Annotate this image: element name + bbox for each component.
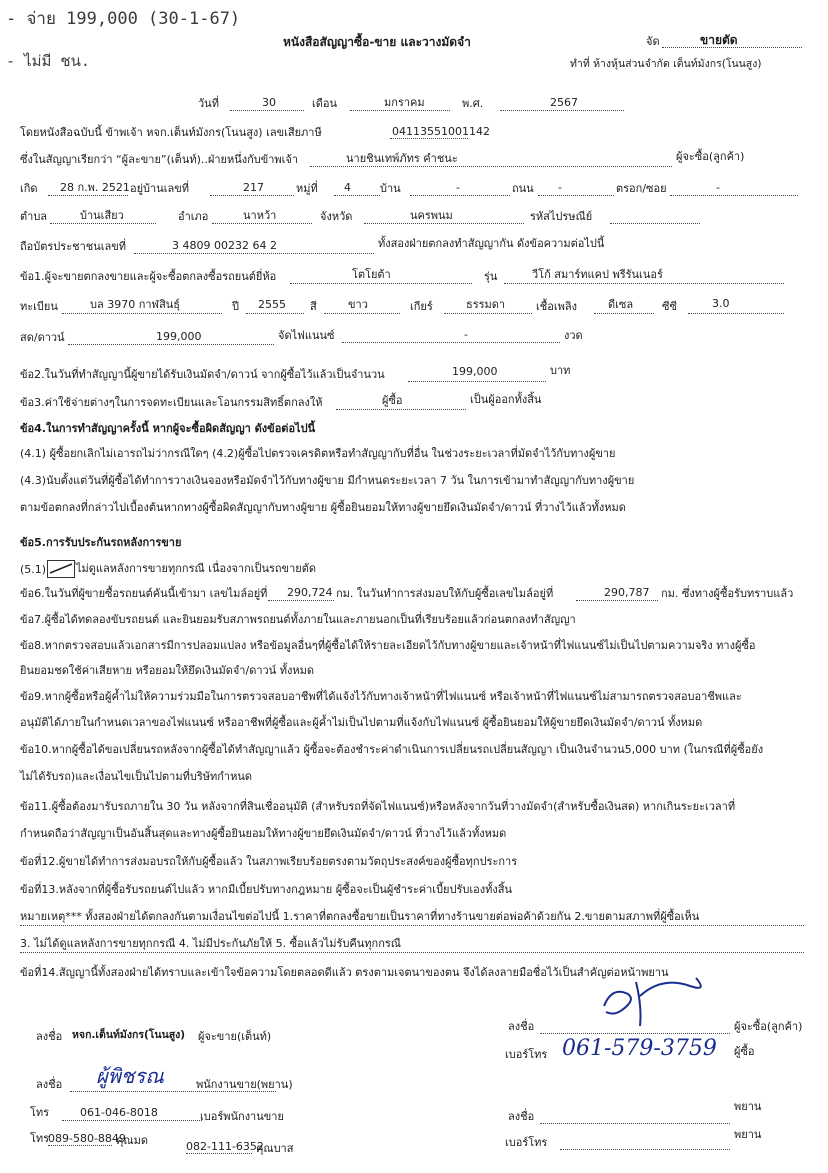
clause4-p1: (4.1) ผู้ซื้อยกเลิกไม่เอารถไม่ว่ากรณีใดๆ (4.2)ผู้ซื้อไปตรวจเครดิตหรือทำสัญญากับที่อื่น ในช่วงระยะเวลาที่มัดจำไว้กับทางผู้ขาย	[20, 447, 616, 460]
seller-name: หจก.เต็นท์มังกร(โนนสูง)	[72, 1029, 186, 1041]
soi-label: ตรอก/ซอย	[616, 182, 667, 195]
cash-value: 199,000	[156, 330, 202, 343]
staff-tel-role: เบอร์พนักงานขาย	[200, 1110, 284, 1123]
moo-label: หมู่ที่	[296, 182, 318, 195]
tambon-value: บ้านเสียว	[80, 209, 124, 222]
year-label: พ.ศ.	[462, 97, 484, 110]
village-line	[410, 195, 510, 196]
brand-line	[290, 283, 472, 284]
color-label: สี	[310, 300, 317, 313]
buyer-name-line	[310, 166, 672, 167]
witness-label: พยาน	[734, 1100, 762, 1113]
finance-label: จัดไฟแนนซ์	[278, 329, 335, 342]
model-label: รุ่น	[484, 270, 498, 283]
clause12-text: ข้อที่12.ผู้ขายได้ทำการส่งมอบรถให้กับผู้ซื้อแล้ว ในสภาพเรียบร้อยตรงตามวัตถุประสงค์ของผู้ซื้อทุกประการ	[20, 855, 518, 868]
postcode-line	[610, 223, 700, 224]
reg-line	[62, 313, 222, 314]
clause6-text-3: กม. ซึ่งทางผู้ซื้อรับทราบแล้ว	[661, 587, 794, 600]
tax-id-line	[390, 138, 468, 139]
handwritten-payment-note: - จ่าย 199,000 (30-1-67)	[6, 9, 241, 29]
checkmark-icon	[48, 561, 74, 577]
tax-id-value: 04113551001142	[392, 125, 490, 138]
handwritten-note-2: - ไม่มี ชน.	[6, 52, 90, 70]
clause3-text: ข้อ3.ค่าใช้จ่ายต่างๆในการจดทะเบียนและโอนกรรมสิทธิ์ตกลงให้	[20, 396, 323, 409]
clause1-text: ข้อ1.ผู้จะขายตกลงขายและผู้จะซื้อตกลงซื้อรถยนต์ยี่ห้อ	[20, 270, 277, 283]
gear-label: เกียร์	[410, 300, 433, 313]
staff-tel-value: 061-046-8018	[80, 1106, 158, 1119]
year-car-label: ปี	[232, 300, 239, 313]
installment-label: งวด	[564, 329, 583, 342]
color-value: ขาว	[348, 298, 368, 311]
remark-line1: หมายเหตุ*** ทั้งสองฝ่ายได้ตกลงกันตามเงื่อนไขต่อไปนี้ 1.ราคาที่ตกลงซื้อขายเป็นราคาที่ทางร้านขายต่อพ่อค้าด้วยกัน 2.ขายตามสภาพที่ผู้ซื้อเห็น	[20, 910, 700, 923]
clause6-text-2: กม. ในวันทำการส่งมอบให้กับผู้ซื้อเลขไมล์อยู่ที่	[336, 587, 554, 600]
cc-label: ซีซี	[662, 300, 677, 313]
buyer-sign-line	[540, 1033, 730, 1034]
buyer-role-label: ผู้จะซื้อ(ลูกค้า)	[676, 150, 745, 163]
deposit-unit: บาท	[550, 364, 571, 377]
checkbox	[47, 560, 75, 578]
deposit-value: 199,000	[452, 365, 498, 378]
place-label: ทำที่ ห้างหุ้นส่วนจำกัด เต็นท์มังกร(โนนสูง)	[570, 58, 762, 70]
staff-signature: ผู้พิชรณ	[96, 1064, 164, 1088]
remark-line2: 3. ไม่ได้ดูแลหลังการขายทุกกรณี 4. ไม่มีประกันภัยให้ 5. ซื้อแล้วไม่รับคืนทุกกรณี	[20, 937, 401, 950]
clause5-title: ข้อ5.การรับประกันรถหลังการขาย	[20, 536, 182, 549]
mile-in-value: 290,724	[287, 586, 333, 599]
sale-type-value: ขายตัด	[700, 33, 738, 47]
intro-text-2: ซึ่งในสัญญาเรียกว่า “ผู้ละขาย”(เต็นท์)..ฝ่ายหนึ่งกับข้าพเจ้า	[20, 153, 299, 166]
staff-tel-line	[62, 1120, 202, 1121]
clause6-text: ข้อ6.ในวันที่ผู้ขายซื้อรถยนต์คันนี้เข้ามา เลขไมล์อยู่ที่	[20, 587, 268, 600]
seller-sign-label: ลงชื่อ	[36, 1030, 63, 1043]
mile-out-line	[576, 600, 658, 601]
clause8-line2: ยินยอมชดใช้ค่าเสียหาย หรือยอมให้ยึดเงินมัดจำ/ดาวน์ ทั้งหมด	[20, 664, 314, 677]
buyer-signature	[592, 966, 722, 1038]
moo-line	[334, 195, 380, 196]
tel2-line	[186, 1153, 252, 1154]
reg-value: บล 3970 กาฬสินธุ์	[90, 298, 181, 311]
buyer-phone-label: เบอร์โทร	[505, 1048, 548, 1061]
tel1-name: คุณมด	[116, 1134, 148, 1147]
clause3-tail: เป็นผู้ออกทั้งสิ้น	[470, 393, 542, 406]
province-label: จังหวัด	[320, 210, 353, 223]
clause2-text: ข้อ2.ในวันที่ทำสัญญานี้ผู้ขายได้รับเงินมัดจำ/ดาวน์ จากผู้ซื้อไว้แล้วเป็นจำนวน	[20, 368, 385, 381]
payer-line	[336, 409, 466, 410]
clause4-p3: ตามข้อตกลงที่กล่าวไปเบื้องต้นหากทางผู้ซื้อผิดสัญญากับทางผู้ขาย ผู้ซื้อยินยอมให้ทางผู้ขายยึดเงินมัดจำ/ดาวน์ ที่วางไว้แล้วทั้งหมด	[20, 501, 626, 514]
amphoe-label: อำเภอ	[178, 210, 209, 223]
payer-value: ผู้ซื้อ	[382, 394, 403, 407]
id-value: 3 4809 00232 64 2	[172, 239, 277, 252]
clause8-line1: ข้อ8.หากตรวจสอบแล้วเอกสารมีการปลอมแปลง หรือข้อมูลอื่นๆที่ผู้ซื้อได้ให้รายละเอียดไว้กับทางผู้ขายและเจ้าหน้าที่ไฟแนนซ์ไม่เป็นไปตามความจริง ทางผู้ซื้อ	[20, 639, 756, 652]
clause7-text: ข้อ7.ผู้ซื้อได้ทดลองขับรถยนต์ และยินยอมรับสภาพรถยนต์ทั้งภายในและภายนอกเป็นที่เรียบร้อยแล้วก่อนตกลงทำสัญญา	[20, 613, 576, 626]
road-label: ถนน	[512, 182, 534, 195]
id-after-text: ทั้งสองฝ่ายตกลงทำสัญญากัน ดังข้อความต่อไปนี้	[378, 237, 605, 250]
year-car-value: 2555	[258, 298, 286, 311]
amphoe-value: นาหว้า	[243, 209, 277, 222]
tel1-line	[48, 1145, 112, 1146]
month-label: เดือน	[312, 97, 338, 110]
model-value: วีโก้ สมาร์ทแคป พรีรันเนอร์	[532, 268, 663, 281]
cc-value: 3.0	[712, 297, 730, 310]
road-value: -	[558, 181, 562, 194]
born-value: 28 ก.พ. 2521	[60, 181, 130, 194]
gear-value: ธรรมดา	[466, 298, 506, 311]
cash-label: สด/ดาวน์	[20, 331, 65, 344]
clause10-line2: ไม่ได้รับรถ)และเงื่อนไขเป็นไปตามที่บริษัทกำหนด	[20, 770, 252, 783]
witness-sign-label: ลงชื่อ	[508, 1110, 535, 1123]
year-line	[500, 110, 624, 111]
buyer-phone-suffix: ผู้ซื้อ	[734, 1045, 755, 1058]
clause10-line1: ข้อ10.หากผู้ซื้อได้ขอเปลี่ยนรถหลังจากผู้ซื้อได้ทำสัญญาแล้ว ผู้ซื้อจะต้องชำระค่าดำเนินการเปลี่ยนรถเปลี่ยนสัญญา เป็นเงินจำนวน5,000 บาท (ในกรณีที่ผู้ซื้อยัง	[20, 743, 764, 756]
staff-sign-label: ลงชื่อ	[36, 1078, 63, 1091]
staff-tel-label: โทร	[30, 1106, 50, 1119]
sale-type-line	[662, 47, 802, 48]
staff-role: พนักงานขาย(พยาน)	[196, 1078, 293, 1091]
house-value: 217	[243, 181, 264, 194]
cc-line	[688, 313, 784, 314]
id-line	[134, 253, 374, 254]
intro-text: โดยหนังสือฉบับนี้ ข้าพเจ้า หจก.เต็นท์มังกร(โนนสูง) เลขเสียภาษี	[20, 126, 322, 139]
postcode-label: รหัสไปรษณีย์	[530, 210, 593, 223]
soi-value: -	[716, 181, 720, 194]
mile-in-line	[268, 600, 334, 601]
tambon-label: ตำบล	[20, 210, 48, 223]
village-label: บ้าน	[380, 182, 401, 195]
color-line	[324, 313, 400, 314]
buyer-phone-value: 061-579-3759	[562, 1036, 717, 1061]
seller-role: ผู้จะขาย(เต็นท์)	[198, 1030, 272, 1043]
born-label: เกิด	[20, 182, 38, 195]
year-car-line	[246, 313, 304, 314]
model-line	[504, 283, 784, 284]
clause9-line1: ข้อ9.หากผู้ซื้อหรือผู้ค้ำไม่ให้ความร่วมมือในการตรวจสอบอาชีพที่ได้แจ้งไว้กับทางเจ้าหน้าที่ไฟแนนซ์ หรือเจ้าหน้าที่ไฟแนนซ์ไม่สามารถตรวจสอบอาชีพและ	[20, 690, 742, 703]
tambon-line	[50, 223, 156, 224]
buyer-sign-role: ผู้จะซื้อ(ลูกค้า)	[734, 1020, 803, 1033]
house-label: อยู่บ้านเลขที่	[130, 182, 190, 195]
year-value: 2567	[550, 96, 578, 109]
clause11-line1: ข้อ11.ผู้ซื้อต้องมารับรถภายใน 30 วัน หลังจากที่สินเชื่ออนุมัติ (สำหรับรถที่จัดไฟแนนซ์)หรือหลังจากวันที่วางมัดจำ(สำหรับซื้อเงินสด) หากเกินระยะเวลาที่	[20, 800, 736, 813]
month-value: มกราคม	[384, 96, 425, 109]
brand-value: โตโยต้า	[352, 268, 391, 281]
day-label: วันที่	[198, 97, 219, 110]
fuel-label: เชื้อเพลิง	[536, 300, 577, 313]
amphoe-line	[212, 223, 312, 224]
soi-line	[670, 195, 798, 196]
reg-label: ทะเบียน	[20, 300, 58, 313]
remark-line2-rule	[20, 952, 804, 953]
finance-value: -	[464, 328, 468, 341]
moo-value: 4	[344, 181, 351, 194]
house-line	[210, 195, 294, 196]
id-label: ถือบัตรประชาชนเลขที่	[20, 240, 126, 253]
buyer-sign-label: ลงชื่อ	[508, 1020, 535, 1033]
clause4-title: ข้อ4.ในการทำสัญญาครั้งนี้ หากผู้จะซื้อผิดสัญญา ดังข้อต่อไปนี้	[20, 422, 316, 435]
deposit-line	[408, 381, 546, 382]
village-value: -	[456, 181, 460, 194]
tel2-name: คุณบาส	[256, 1142, 294, 1155]
gear-line	[444, 313, 532, 314]
clause9-line2: อนุมัติได้ภายในกำหนดเวลาของไฟแนนซ์ หรืออาชีพที่ผู้ซื้อและผู้ค้ำไม่เป็นไปตามที่แจ้งกับไฟแนนซ์ ผู้ซื้อยินยอมให้ผู้ขายยึดเงินมัดจำ/ดาวน์ ทั้งหมด	[20, 716, 703, 729]
born-line	[48, 195, 128, 196]
clause11-line2: กำหนดถือว่าสัญญาเป็นอันสิ้นสุดและทางผู้ซื้อยินยอมให้ทางผู้ขายยึดเงินมัดจำ/ดาวน์ ที่วางไว้แล้วทั้งหมด	[20, 827, 507, 840]
tel1-value: 089-580-8849	[48, 1132, 126, 1145]
mile-out-value: 290,787	[604, 586, 650, 599]
tel1-label: โทร	[30, 1132, 50, 1145]
witness-phone-line	[560, 1149, 730, 1150]
clause13-text: ข้อที่13.หลังจากที่ผู้ซื้อรับรถยนต์ไปแล้ว หากมีเบี้ยปรับทางกฎหมาย ผู้ซื้อจะเป็นผู้ชำระค่าเบี้ยปรับเองทั้งสิ้น	[20, 883, 512, 896]
finance-line	[342, 342, 560, 343]
witness-phone-label: เบอร์โทร	[505, 1136, 548, 1149]
province-value: นครพนม	[410, 209, 453, 222]
document-title: หนังสือสัญญาซื้อ-ขาย และวางมัดจำ	[283, 35, 471, 49]
fuel-line	[594, 313, 654, 314]
province-line	[364, 223, 524, 224]
day-line	[230, 110, 304, 111]
witness-sign-line	[540, 1123, 730, 1124]
tel2-value: 082-111-6352	[186, 1140, 264, 1153]
clause5-p1-label: (5.1)	[20, 563, 47, 576]
buyer-name-value: นายชินเทพ์ภัทร คำชนะ	[346, 152, 458, 165]
cash-line	[68, 344, 274, 345]
remark-line1-rule	[20, 925, 804, 926]
day-value: 30	[262, 96, 276, 109]
sale-type-label: จัด	[646, 35, 660, 48]
witness-label-2: พยาน	[734, 1128, 762, 1141]
clause5-p1: ไม่ดูแลหลังการขายทุกกรณี เนื่องจากเป็นรถขายตัด	[76, 562, 316, 575]
month-line	[350, 110, 450, 111]
clause14-text: ข้อที่14.สัญญานี้ทั้งสองฝ่ายได้ทราบและเข้าใจข้อความโดยตลอดดีแล้ว ตรงตามเจตนาของตน จึงได้ลงลายมือชื่อไว้เป็นสำคัญต่อหน้าพยาน	[20, 966, 669, 979]
road-line	[538, 195, 614, 196]
clause4-p2: (4.3)นับตั้งแต่วันที่ผู้ซื้อได้ทำการวางเงินจองหรือมัดจำไว้กับทางผู้ขาย มีกำหนดระยะเวลา 7 วัน ในการเข้ามาทำสัญญากับทางผู้ขาย	[20, 474, 635, 487]
fuel-value: ดีเซล	[608, 298, 634, 311]
